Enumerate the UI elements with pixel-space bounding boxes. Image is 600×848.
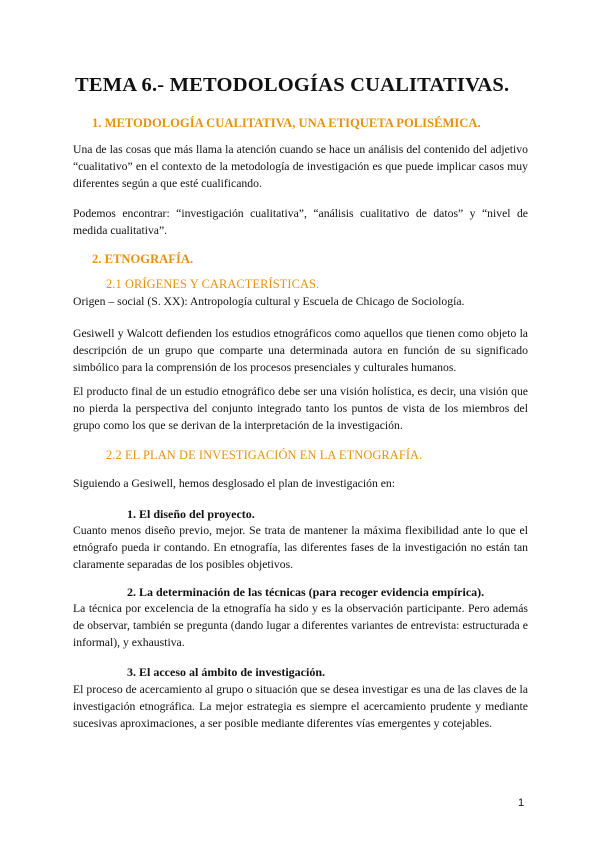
page-title: TEMA 6.- METODOLOGÍAS CUALITATIVAS. bbox=[75, 74, 510, 96]
plan-item-1-heading: 1. El diseño del proyecto. bbox=[127, 507, 255, 521]
plan-item-2-heading: 2. La determinación de las técnicas (para recoger evidencia empírica). bbox=[127, 585, 485, 599]
subsection-2-1-heading: 2.1 ORÍGENES Y CARACTERÍSTICAS. bbox=[106, 277, 320, 291]
plan-item-3-text: El proceso de acercamiento al grupo o situación que se desea investigar es una de las claves de la investigación etnográfica. La mejor estrategia es siempre el acercamiento prudente y mediante sucesivas aproximaciones, a ser posible mediante diferentes vías emergentes y cotejables. bbox=[73, 683, 528, 730]
page-number: 1 bbox=[518, 797, 525, 809]
plan-item-1-text: Cuanto menos diseño previo, mejor. Se trata de mantener la máxima flexibilidad ante lo que el etnógrafo pueda ir contando. En etnografía, las diferentes fases de la investigación no están tan claramente separadas de los posibles objetivos. bbox=[73, 524, 528, 571]
subsection-2-2-heading: 2.2 EL PLAN DE INVESTIGACIÓN EN LA ETNOGRAFÍA. bbox=[106, 448, 423, 462]
plan-item-3-heading: 3. El acceso al ámbito de investigación. bbox=[127, 665, 325, 679]
section-1-paragraph-1: Una de las cosas que más llama la atención cuando se hace un análisis del contenido del adjetivo “cualitativo” en el contexto de la metodología de investigación es que puede implicar casos muy diferentes según a que esté cualificando. bbox=[73, 143, 528, 190]
origin-line: Origen – social (S. XX): Antropología cultural y Escuela de Chicago de Sociología. bbox=[73, 295, 465, 308]
paragraph-siguiendo: Siguiendo a Gesiwell, hemos desglosado el plan de investigación en: bbox=[73, 477, 395, 490]
plan-item-2-text: La técnica por excelencia de la etnografía ha sido y es la observación participante. Pero además de observar, también se pregunta (dando lugar a diferentes variantes de entrevista: estructurada e informal), y exhaustiva. bbox=[73, 602, 528, 649]
paragraph-producto-final: El producto final de un estudio etnográfico debe ser una visión holística, es decir, una visión que no pierda la perspectiva del conjunto integrado tanto los puntos de vista de los miembros del grupo como los que se derivan de la interpretación de la investigación. bbox=[73, 385, 528, 432]
section-1-heading: 1. METODOLOGÍA CUALITATIVA, UNA ETIQUETA POLISÉMICA. bbox=[92, 116, 481, 130]
paragraph-gesiwell: Gesiwell y Walcott defienden los estudios etnográficos como aquellos que tienen como objeto la descripción de un grupo que comparte una determinada autora en función de su significado simbólico para la comprensión de los procesos presenciales y culturales humanos. bbox=[73, 327, 528, 374]
section-1-paragraph-2: Podemos encontrar: “investigación cualitativa”, “análisis cualitativo de datos” y “nivel de medida cualitativa”. bbox=[73, 207, 528, 237]
section-2-heading: 2. ETNOGRAFÍA. bbox=[92, 252, 194, 266]
